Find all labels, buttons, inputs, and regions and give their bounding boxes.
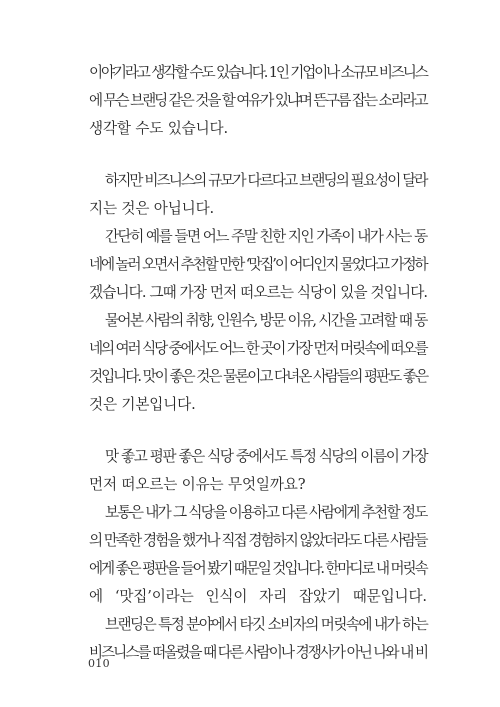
text-line: 지는 것은 아닙니다.: [89, 200, 215, 217]
text-line: 에 무슨 브랜딩 같은 것을 할 여유가 있냐며 뜬구름 잡는 소리라고: [89, 92, 427, 109]
text-line: 보통은 내가 그 식당을 이용하고 다른 사람에게 추천할 정도: [105, 504, 427, 521]
text-line: 물어본 사람의 취향, 인원수, 방문 이유, 시간을 고려할 때 동: [105, 312, 427, 329]
text-line: 것은 기본입니다.: [89, 396, 196, 413]
text-line: 것입니다. 맛이 좋은 것은 물론이고 다녀온 사람들의 평판도 좋은: [89, 368, 428, 385]
text-line: 브랜딩은 특정 분야에서 타깃 소비자의 머릿속에 내가 하는: [105, 616, 428, 633]
text-line: 에게 좋은 평판을 들어 봤기 때문일 것입니다. 한마디로 내 머릿속: [89, 560, 427, 577]
text-line: 네의 여러 식당 중에서도 어느 한 곳이 가장 먼저 머릿속에 떠오를: [89, 340, 427, 357]
text-line: 간단히 예를 들면 어느 주말 친한 지인 가족이 내가 사는 동: [105, 228, 427, 245]
text-line: 네에 놀러 오면서 추천할 만한 ‘맛집’이 어디인지 물었다고 가정하: [89, 256, 427, 273]
text-line: 에 ‘맛집’이라는 인식이 자리 잡았기 때문입니다.: [89, 588, 427, 605]
page-number: 010: [88, 657, 110, 670]
text-line: 겠습니다. 그때 가장 먼저 떠오르는 식당이 있을 것입니다.: [89, 284, 428, 301]
text-line: 맛 좋고 평판 좋은 식당 중에서도 특정 식당의 이름이 가장: [105, 448, 428, 465]
text-line: 의 만족한 경험을 했거나 직접 경험하지 않았더라도 다른 사람들: [89, 532, 427, 549]
text-line: 생각할 수도 있습니다.: [89, 120, 228, 137]
body-text: [89, 0, 427, 707]
text-line: 비즈니스를 떠올렸을 때 다른 사람이나 경쟁사가 아닌 나와 내 비: [89, 644, 428, 661]
text-line: 이야기라고 생각할 수도 있습니다. 1인 기업이나 소규모 비즈니스: [89, 64, 427, 81]
text-line: 하지만 비즈니스의 규모가 다르다고 브랜딩의 필요성이 달라: [105, 172, 427, 189]
text-line: 먼저 떠오르는 이유는 무엇일까요?: [89, 476, 306, 493]
